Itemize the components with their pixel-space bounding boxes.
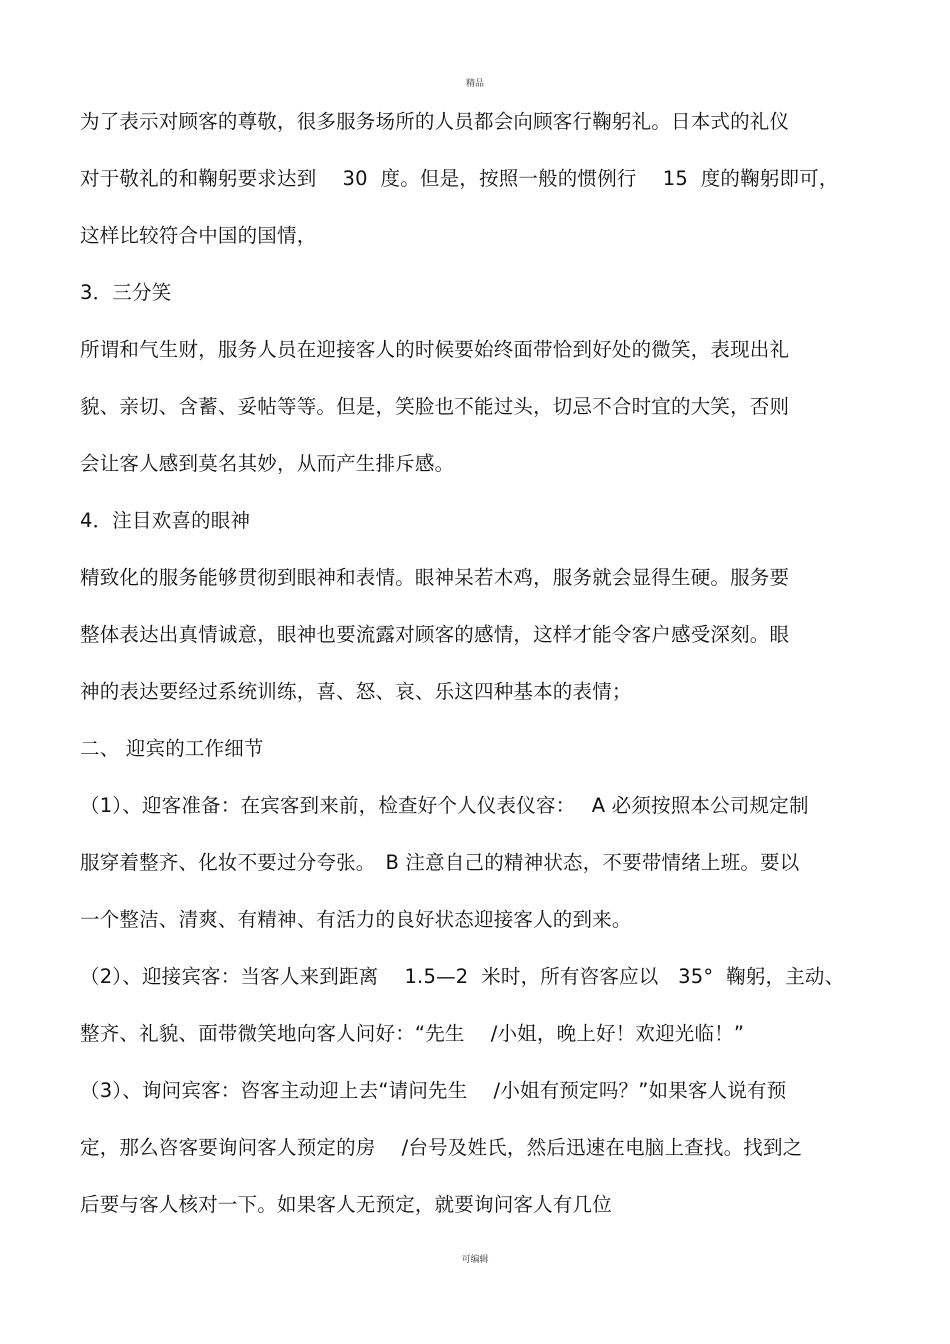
text-line: （1）、迎客准备：在宾客到来前，检查好个人仪表仪容： A 必须按照本公司规定制 [80,794,809,817]
text-line: 定，那么咨客要询问客人预定的房 /台号及姓氏，然后迅速在电脑上查找。找到之 [80,1136,803,1159]
text-line: 所谓和气生财，服务人员在迎接客人的时候要始终面带恰到好处的微笑，表现出礼 [80,338,790,361]
text-line: 服穿着整齐、化妆不要过分夸张。 B 注意自己的精神状态，不要带情绪上班。要以 [80,851,800,874]
section-heading: 3．三分笑 [80,281,172,304]
text-line: 为了表示对顾客的尊敬，很多服务场所的人员都会向顾客行鞠躬礼。日本式的礼仪 [80,110,790,133]
text-line: 貌、亲切、含蓄、妥帖等等。但是，笑脸也不能过头，切忌不合时宜的大笑，否则 [80,395,790,418]
section-heading: 4．注目欢喜的眼神 [80,509,251,532]
text-line: 对于敬礼的和鞠躬要求达到 30 度。但是，按照一般的惯例行 15 度的鞠躬即可， [80,167,839,190]
text-line: 整齐、礼貌、面带微笑地向客人问好：“先生 /小姐，晚上好！欢迎光临！” [80,1022,745,1045]
text-line: 一个整洁、清爽、有精神、有活力的良好状态迎接客人的到来。 [80,908,632,931]
page-header: 精品 [465,79,484,89]
page-footer: 可编辑 [461,1255,489,1265]
text-line: （3）、询问宾客：咨客主动迎上去“请问先生 /小姐有预定吗？”如果客人说有预 [80,1079,787,1102]
text-line: 这样比较符合中国的国情， [80,224,317,247]
section-heading: 二、 迎宾的工作细节 [80,737,264,760]
text-line: （2）、迎接宾客：当客人来到距离 1.5—2 米时，所有咨客应以 35° 鞠躬，主动、 [80,965,845,988]
text-line: 整体表达出真情诚意，眼神也要流露对顾客的感情，这样才能令客户感受深刻。眼 [80,623,790,646]
text-line: 会让客人感到莫名其妙，从而产生排斥感。 [80,452,455,475]
text-line: 精致化的服务能够贯彻到眼神和表情。眼神呆若木鸡，服务就会显得生硬。服务要 [80,566,790,589]
text-line: 后要与客人核对一下。如果客人无预定，就要询问客人有几位 [80,1193,612,1216]
text-line: 神的表达要经过系统训练，喜、怒、哀、乐这四种基本的表情； [80,680,632,703]
